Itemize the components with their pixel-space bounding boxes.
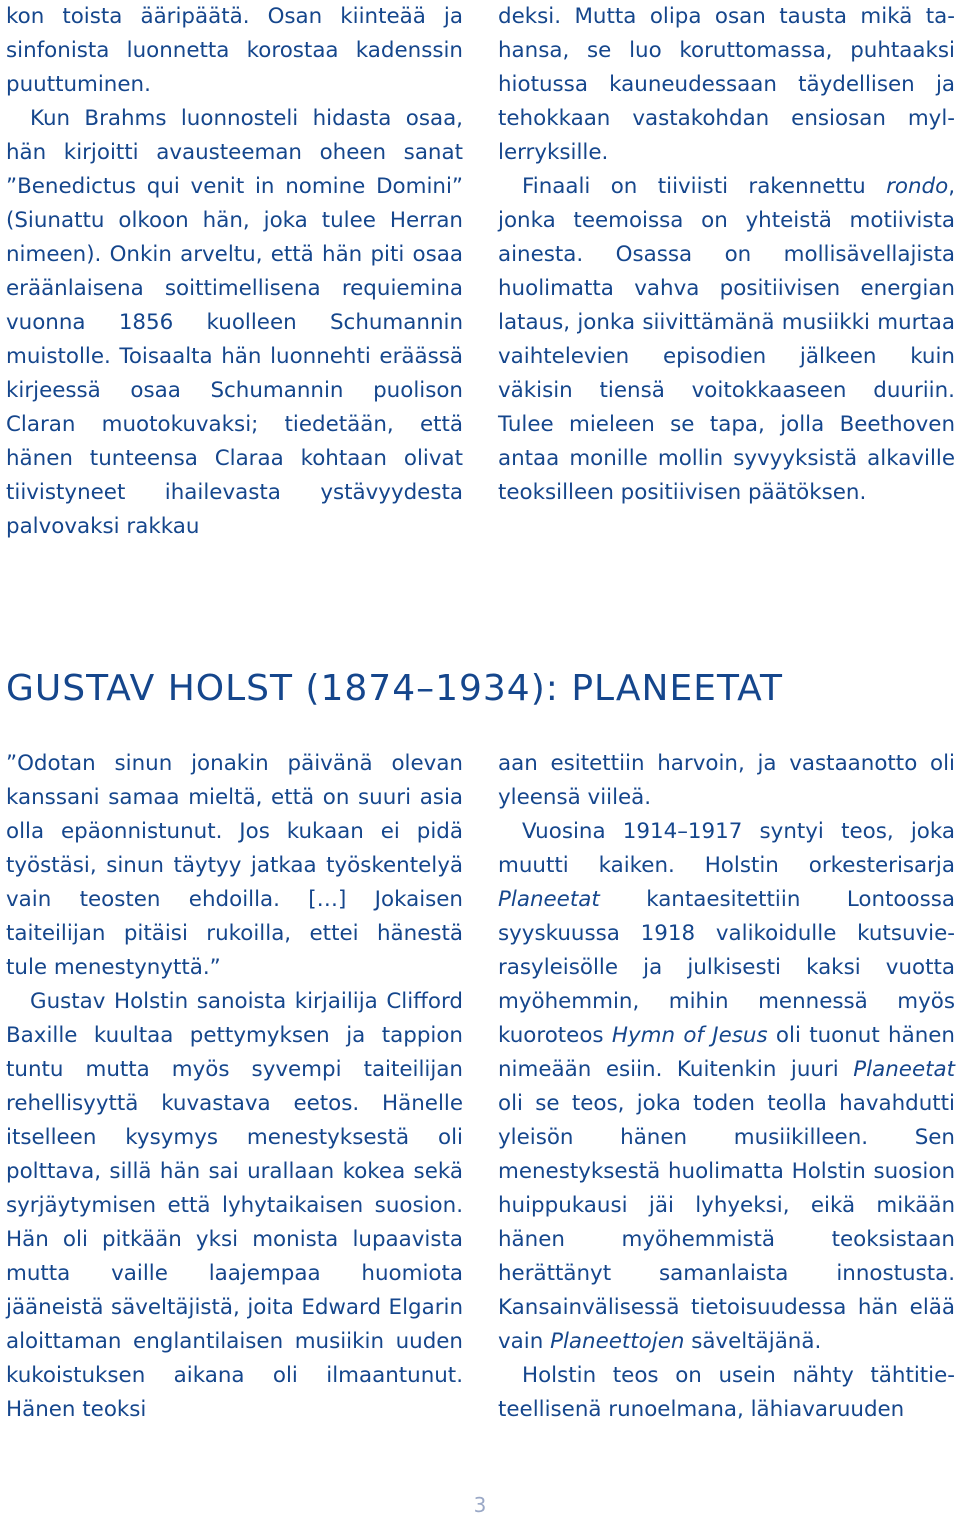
italic-term-rondo: rondo xyxy=(886,174,949,199)
italic-title-planeetat: Planeetat xyxy=(853,1057,955,1082)
top-left-column xyxy=(6,0,463,544)
italic-title-planeetat: Planeetat xyxy=(498,887,600,912)
paragraph-top-right-1: deksi. Mutta olipa osan tausta mikä tahansa, se luo koruttomassa, puhtaaksi hiotussa kauneudessaan täydellisen ja tehokkaan vastakohdan ensiosan myllerryksille. xyxy=(498,4,955,165)
paragraph-bottom-right-2 xyxy=(498,815,955,1359)
text-run: oli se teos, joka toden teolla havahdutti yleisön hänen musiikilleen. Sen menestyksestä huolimatta Holstin suosion huippukausi jäi lyhyeksi, eikä mikään hänen myöhemmistä teoksistaan herättänyt samanlaista innostusta. Kansainvälisessä tietoisuudessa hän elää vain xyxy=(498,1091,955,1354)
paragraph-top-left-2: Kun Brahms luonnosteli hidasta osaa, hän kirjoitti avausteeman oheen sanat ”Benedictus qui venit in nomine Domini” (Siunattu olkoon hän, joka tulee Herran nimeen). Onkin arveltu, että hän piti osaa eräänlaisena soittimellisena requiemina vuonna 1856 kuolleen Schumannin muistolle. Toisaalta hän luonnehti eräässä kirjeessä osaa Schumannin puolison Claran muotokuvaksi; tiedetään, että hänen tunteensa Claraa kohtaan olivat tiivistyneet ihailevasta ystävyydesta palvovaksi rakkau xyxy=(6,106,463,539)
paragraph-bottom-right-3: Holstin teos on usein nähty tähtitieteellisenä runoelmana, lähiavaruuden xyxy=(498,1363,955,1422)
holst-quote: ”Odotan sinun jonakin päivänä olevan kanssani samaa mieltä, että on suuri asia olla epäonnistunut. Jos kukaan ei pidä työstäsi, sinun täytyy jatkaa työskentelyä vain teosten ehdoilla. […] Jokaisen taiteilijan pitäisi rukoilla, ettei hänestä tule menestynyttä.” xyxy=(6,751,463,980)
bottom-right-column xyxy=(498,747,955,1427)
text-run: oli tuonut hänen nimeään esiin. Kuitenkin juuri xyxy=(498,1023,955,1082)
text-run: kantaesitettiin Lontoossa syyskuussa 1918 valikoidulle kutsuvierasyleisölle ja julkisesti kaksi vuotta myöhemmin, mihin mennessä myös kuoroteos xyxy=(498,887,955,1048)
italic-title-planeettojen: Planeettojen xyxy=(550,1329,685,1354)
text-run: Finaali on tiiviisti rakennettu xyxy=(522,174,887,199)
paragraph-bottom-right-1: aan esitettiin harvoin, ja vastaanotto oli yleensä viileä. xyxy=(498,751,955,810)
italic-title-hymn-of-jesus: Hymn of Jesus xyxy=(611,1023,768,1048)
text-run: Vuosina 1914–1917 syntyi teos, joka muutti kaiken. Holstin orkesterisarja xyxy=(498,819,955,878)
paragraph-top-left-1: kon toista ääripäätä. Osan kiinteää ja sinfonista luonnetta korostaa kadenssin puuttuminen. xyxy=(6,4,463,97)
paragraph-top-right-2 xyxy=(498,170,955,510)
bottom-left-column xyxy=(6,747,463,1427)
section-heading: GUSTAV HOLST (1874–1934): PLANEETAT xyxy=(6,668,783,709)
paragraph-bottom-left-2: Gustav Holstin sanoista kirjailija Clifford Baxille kuultaa pettymyksen ja tappion tuntu mutta myös syvempi taiteilijan rehellisyyttä kuvastava eetos. Hänelle itselleen kysymys menestyksestä oli polttava, sillä hän sai urallaan kokea sekä syrjäytymisen että lyhytaikaisen suosion. Hän oli pitkään yksi monista lupaavista mutta vaille laajempaa huomiota jääneistä säveltäjistä, joita Edward Elgarin aloittaman englantilaisen musiikin uuden kukoistuksen aikana oli ilmaantunut. Hänen teoksi xyxy=(6,989,463,1422)
top-right-column xyxy=(498,0,955,510)
page-number: 3 xyxy=(473,1493,487,1517)
text-run: , jonka teemoissa on yhteistä motiivista ainesta. Osassa on mollisävellajista huolimatta vahva positiivisen energian lataus, jonka siivittämänä musiikki murtaa vaihtelevien episodien jälkeen kuin väkisin tiensä voitokkaaseen duuriin. Tulee mieleen se tapa, jolla Beethoven antaa monille mollin syvyyksistä alkaville teoksilleen positiivisen päätöksen. xyxy=(498,174,955,505)
text-run: säveltäjänä. xyxy=(684,1329,822,1354)
